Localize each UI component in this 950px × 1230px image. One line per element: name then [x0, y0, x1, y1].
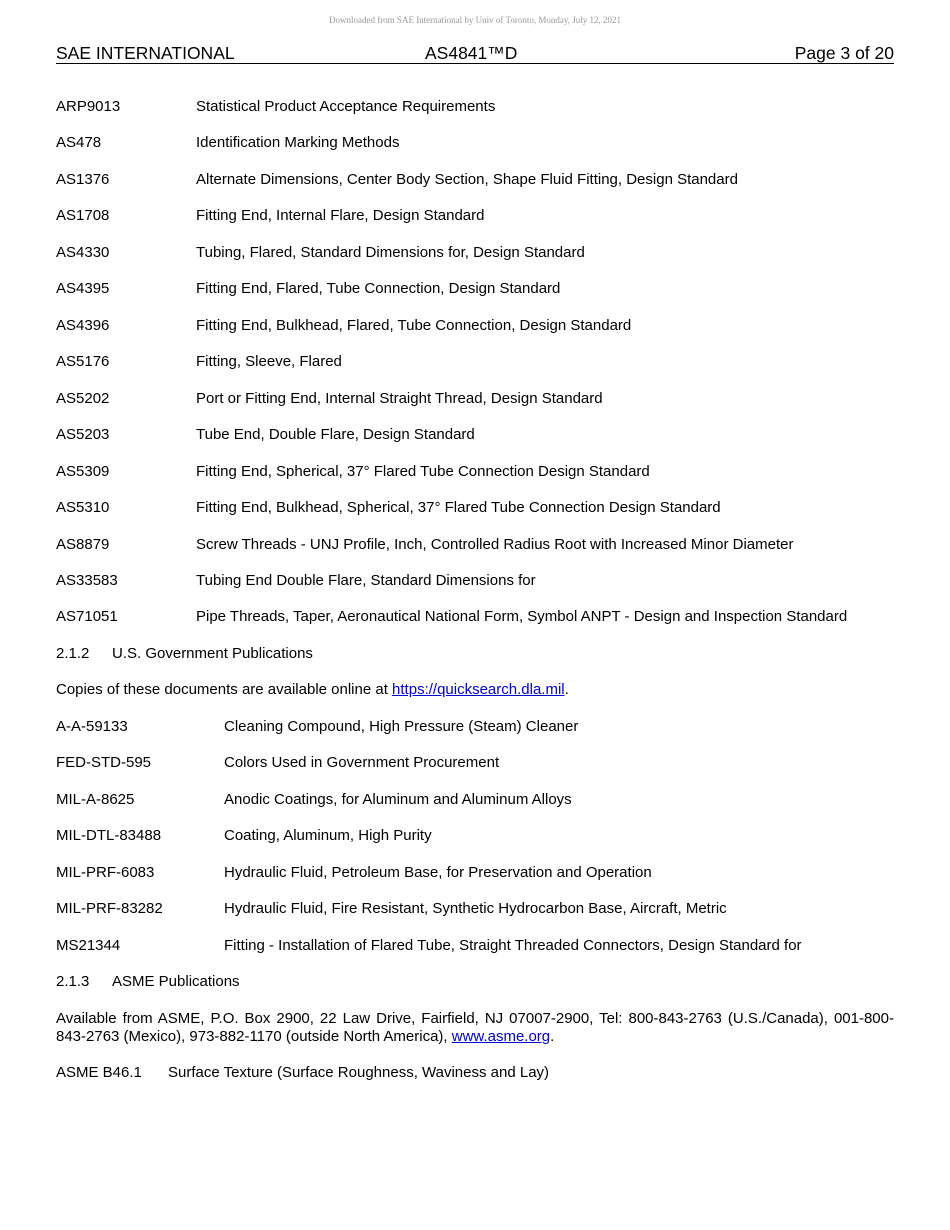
- reference-title: Coating, Aluminum, High Purity: [224, 827, 432, 844]
- reference-code: AS1708: [56, 207, 110, 224]
- reference-code: AS4330: [56, 244, 110, 261]
- reference-title: Tube End, Double Flare, Design Standard: [196, 426, 475, 443]
- reference-title: Surface Texture (Surface Roughness, Waviness and Lay): [168, 1064, 550, 1081]
- reference-title: Hydraulic Fluid, Petroleum Base, for Preservation and Operation: [224, 864, 652, 881]
- reference-code: AS5310: [56, 499, 110, 516]
- page-header: [56, 44, 894, 64]
- page-number: Page 3 of 20: [794, 43, 894, 63]
- dla-quicksearch-link[interactable]: https://quicksearch.dla.mil: [392, 681, 565, 698]
- reference-code: MS21344: [56, 937, 121, 954]
- paragraph-text: Available from ASME, P.O. Box 2900, 22 Law Drive, Fairfield, NJ 07007-2900, Tel: 800-843-2763 (U.S./Canada), 001-800-843-2763 (Mexico), 973-882-1170 (outside North America),: [56, 1010, 894, 1045]
- section-title: ASME Publications: [112, 973, 240, 990]
- reference-title: Fitting End, Internal Flare, Design Standard: [196, 207, 485, 224]
- reference-code: MIL-PRF-83282: [56, 900, 163, 917]
- document-number: AS4841™D: [425, 43, 518, 63]
- reference-title: Pipe Threads, Taper, Aeronautical National Form, Symbol ANPT - Design and Inspection Standard: [196, 608, 848, 625]
- reference-code: AS478: [56, 134, 102, 151]
- reference-code: ASME B46.1: [56, 1064, 142, 1081]
- reference-title: Fitting End, Spherical, 37° Flared Tube Connection Design Standard: [196, 463, 650, 480]
- reference-title: Hydraulic Fluid, Fire Resistant, Synthetic Hydrocarbon Base, Aircraft, Metric: [224, 900, 727, 917]
- availability-paragraph: [56, 681, 894, 699]
- reference-code: ARP9013: [56, 98, 121, 115]
- reference-code: AS4395: [56, 280, 110, 297]
- reference-title: Anodic Coatings, for Aluminum and Aluminum Alloys: [224, 791, 572, 808]
- reference-code: AS71051: [56, 608, 118, 625]
- asme-availability-paragraph: [56, 1010, 894, 1046]
- reference-title: Alternate Dimensions, Center Body Section, Shape Fluid Fitting, Design Standard: [196, 171, 738, 188]
- reference-code: FED-STD-595: [56, 754, 152, 771]
- reference-code: AS4396: [56, 317, 110, 334]
- reference-code: AS5203: [56, 426, 110, 443]
- reference-code: AS33583: [56, 572, 118, 589]
- reference-code: A-A-59133: [56, 718, 128, 735]
- asme-website-link[interactable]: www.asme.org: [451, 1028, 551, 1045]
- reference-code: AS5176: [56, 353, 110, 370]
- reference-title: Tubing, Flared, Standard Dimensions for, Design Standard: [196, 244, 585, 261]
- section-number: 2.1.2: [56, 645, 90, 662]
- download-watermark: Downloaded from SAE International by Univ of Toronto, Monday, July 12, 2021: [328, 15, 622, 25]
- section-number: 2.1.3: [56, 973, 90, 990]
- paragraph-text: .: [550, 1028, 555, 1045]
- reference-title: Screw Threads - UNJ Profile, Inch, Controlled Radius Root with Increased Minor Diameter: [196, 536, 794, 553]
- reference-code: AS8879: [56, 536, 110, 553]
- reference-title: Identification Marking Methods: [196, 134, 400, 151]
- paragraph-text: Copies of these documents are available online at: [56, 681, 393, 698]
- reference-title: Tubing End Double Flare, Standard Dimensions for: [196, 572, 536, 589]
- reference-code: AS5309: [56, 463, 110, 480]
- reference-code: MIL-DTL-83488: [56, 827, 162, 844]
- reference-title: Port or Fitting End, Internal Straight Thread, Design Standard: [196, 390, 603, 407]
- reference-title: Statistical Product Acceptance Requirements: [196, 98, 496, 115]
- reference-code: MIL-A-8625: [56, 791, 135, 808]
- reference-title: Fitting, Sleeve, Flared: [196, 353, 342, 370]
- reference-code: MIL-PRF-6083: [56, 864, 155, 881]
- reference-title: Cleaning Compound, High Pressure (Steam) Cleaner: [224, 718, 579, 735]
- reference-title: Fitting - Installation of Flared Tube, Straight Threaded Connectors, Design Standard for: [224, 937, 802, 954]
- reference-title: Fitting End, Bulkhead, Spherical, 37° Flared Tube Connection Design Standard: [196, 499, 721, 516]
- reference-title: Colors Used in Government Procurement: [224, 754, 500, 771]
- reference-code: AS5202: [56, 390, 110, 407]
- paragraph-text: .: [564, 681, 569, 698]
- reference-title: Fitting End, Bulkhead, Flared, Tube Connection, Design Standard: [196, 317, 632, 334]
- reference-title: Fitting End, Flared, Tube Connection, Design Standard: [196, 280, 561, 297]
- reference-code: AS1376: [56, 171, 110, 188]
- section-title: U.S. Government Publications: [112, 645, 313, 662]
- publisher-name: SAE INTERNATIONAL: [56, 43, 235, 63]
